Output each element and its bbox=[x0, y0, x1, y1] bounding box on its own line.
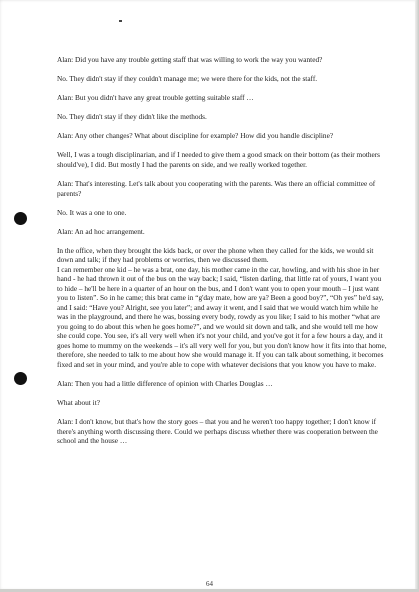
paragraph: I can remember one kid – he was a brat, one day, his mother came in the car, howling, and with his shoe in her hand - he had thrown it out of the bus on the way back; I said, “listen darling, that little rat of yours, I want you to hide – he'll be here in a quarter of an hour on the bus, and I don't want you to open your mouth – I just want you to listen”. So in he came; this brat came in “g'day mate, how are ya? Been a good boy?”, “Oh yes” he'd say, and I said: “Have you? Alright, see you later”; and away it went, and I said that we would watch him while he was in the playground, and there he was, bossing every body, rowdy as you like; I said to his mother “what are you going to do about this when he goes home?”, and we would sit down and talk, and she would tell me how she could cope. You see, it's all very well when it's not your child, and you've got it for a few hours a day, and it goes home to mummy on the weekends – it's all very well for you, but you don't know how it fits into that home, therefore, she needed to talk to me about how she would manage it. If you can talk about something, it becomes fixed and set in your mind, and you're able to cope with whatever decisions that you know you have to make. bbox=[57, 264, 387, 369]
paragraph: Alan: Any other changes? What about discipline for example? How did you handle discipline? bbox=[57, 131, 334, 141]
paragraph: No. They didn't stay if they couldn't manage me; we were there for the kids, not the staff. bbox=[57, 74, 318, 84]
scan-mark bbox=[119, 20, 122, 22]
punch-hole-bottom bbox=[14, 372, 27, 385]
paragraph: No. They didn't stay if they didn't like the methods. bbox=[57, 112, 207, 122]
page-edge-shadow bbox=[415, 0, 419, 592]
paragraph: In the office, when they brought the kids back, or over the phone when they called for the kids, we would sit down and talk; if they had problems or worries, then we discussed them. bbox=[57, 245, 374, 265]
paragraph: Alan: I don't know, but that's how the story goes – that you and he weren't too happy together; I don't know if there's anything worth discussing there. Could we perhaps discuss whether there was cooperation between the school and the house … bbox=[57, 417, 378, 446]
paragraph: Well, I was a tough disciplinarian, and if I needed to give them a good smack on their bottom (as their mothers should've), I did. But mostly I had the parents on side, and we really worked together. bbox=[57, 150, 381, 169]
interview-transcript bbox=[57, 55, 387, 446]
paragraph: Alan: Did you have any trouble getting staff that was willing to work the way you wanted? bbox=[57, 55, 323, 64]
paragraph: Alan: But you didn't have any great trouble getting suitable staff … bbox=[57, 93, 254, 103]
paragraph: What about it? bbox=[57, 398, 100, 408]
paragraph: Alan: That's interesting. Let's talk about you cooperating with the parents. Was there an official committee of parents? bbox=[57, 179, 376, 198]
paragraph: Alan: An ad hoc arrangement. bbox=[57, 226, 145, 236]
paragraph: Alan: Then you had a little difference of opinion with Charles Douglas … bbox=[57, 378, 273, 388]
paragraph: No. It was a one to one. bbox=[57, 207, 127, 217]
page-number: 64 bbox=[206, 580, 213, 588]
punch-hole-top bbox=[14, 212, 27, 225]
